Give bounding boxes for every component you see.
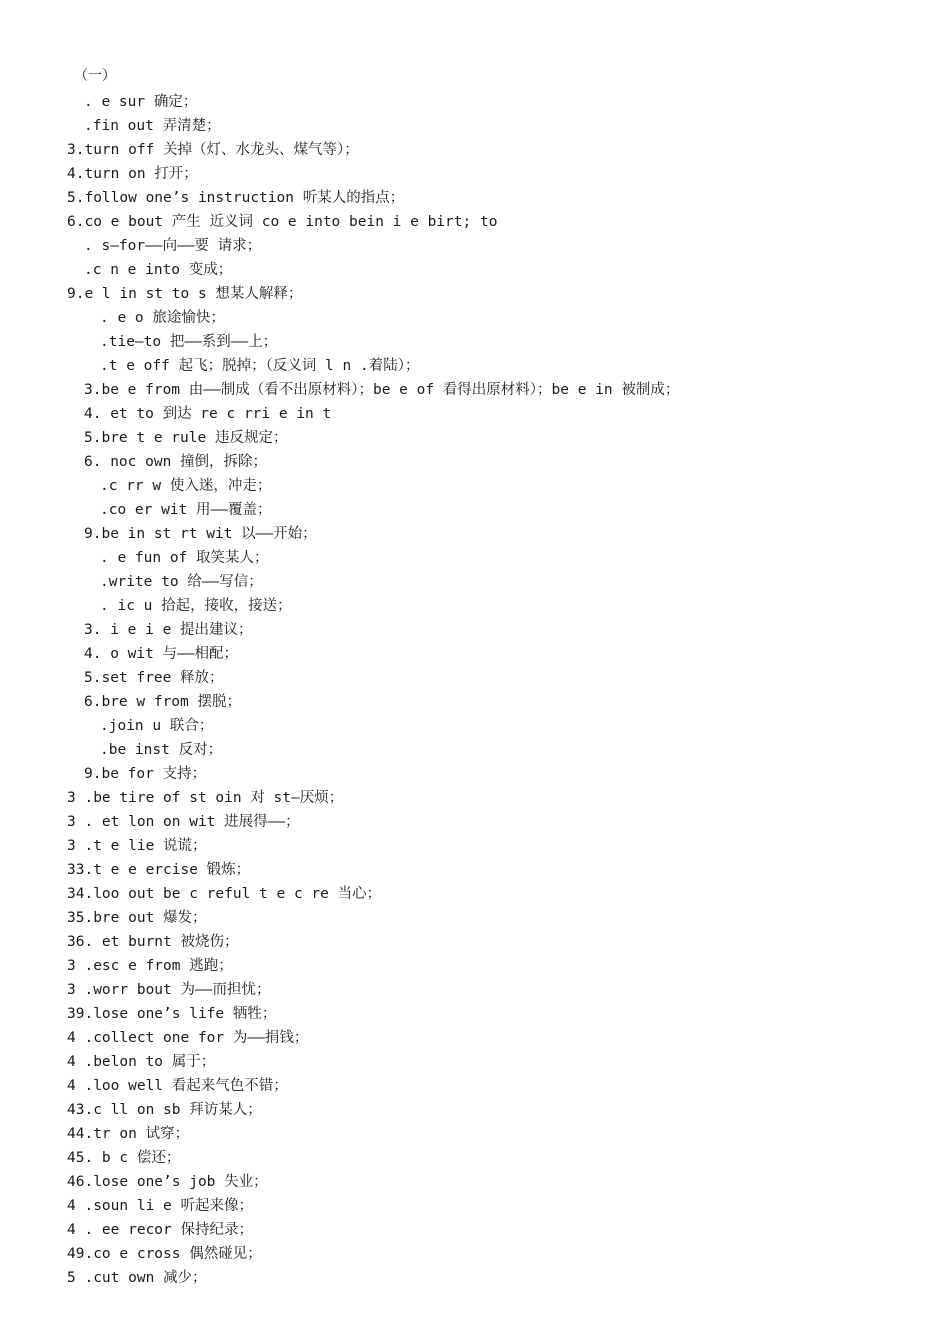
phrase-line (0, 306, 950, 330)
phrase-text: 44.tr on 试穿； (67, 1126, 190, 1142)
phrase-text: 45. b c 偿还； (67, 1150, 181, 1166)
phrase-line (0, 786, 950, 810)
phrase-line (0, 162, 950, 186)
phrase-text: 4. o wit 与——相配； (84, 646, 239, 662)
phrase-text: .c n e into 变成； (84, 262, 233, 278)
phrase-line (0, 90, 950, 114)
phrase-text: .be inst 反对； (100, 742, 223, 758)
phrase-line (0, 834, 950, 858)
phrase-text: 3. i e i e 提出建议； (84, 622, 253, 638)
phrase-line (0, 474, 950, 498)
phrase-text: .c rr w 使入迷，冲走； (100, 478, 272, 494)
phrase-text: 43.c ll on sb 拜访某人； (67, 1102, 262, 1118)
phrase-text: 3 . et lon on wit 进展得——； (67, 814, 300, 830)
phrase-text: 36. et burnt 被烧伤； (67, 934, 239, 950)
phrase-line (0, 690, 950, 714)
phrase-text: 9.be in st rt wit 以——开始； (84, 526, 317, 542)
phrase-line (0, 330, 950, 354)
phrase-line (0, 906, 950, 930)
phrase-line (0, 714, 950, 738)
phrase-line (0, 210, 950, 234)
phrase-text: 4 .soun li e 听起来像； (67, 1198, 253, 1214)
phrase-text: 33.t e e ercise 锻炼； (67, 862, 251, 878)
phrase-line (0, 1266, 950, 1290)
phrase-line (0, 1170, 950, 1194)
phrase-line (0, 738, 950, 762)
phrase-line (0, 1146, 950, 1170)
phrase-line (0, 546, 950, 570)
phrase-line (0, 1242, 950, 1266)
phrase-line (0, 1074, 950, 1098)
phrase-text: .fin out 弄清楚； (84, 118, 221, 134)
phrase-line (0, 1194, 950, 1218)
phrase-line (0, 618, 950, 642)
phrase-text: 4 . ee recor 保持纪录； (67, 1222, 253, 1238)
phrase-line (0, 378, 950, 402)
phrase-list (0, 90, 950, 1290)
phrase-text: 6. noc own 撞倒，拆除； (84, 454, 268, 470)
phrase-line (0, 882, 950, 906)
phrase-text: 35.bre out 爆发； (67, 910, 207, 926)
phrase-line (0, 450, 950, 474)
phrase-line (0, 114, 950, 138)
phrase-line (0, 858, 950, 882)
section-header: （一） (74, 68, 116, 84)
phrase-text: 3 .worr bout 为——而担忧； (67, 982, 271, 998)
phrase-line (0, 954, 950, 978)
phrase-line (0, 522, 950, 546)
phrase-text: 3.turn off 关掉（灯、水龙头、煤气等）； (67, 142, 359, 158)
phrase-line (0, 402, 950, 426)
phrase-text: .tie—to 把——系到——上； (100, 334, 278, 350)
phrase-line (0, 1122, 950, 1146)
phrase-text: 49.co e cross 偶然碰见； (67, 1246, 262, 1262)
phrase-text: . e sur 确定； (84, 94, 198, 110)
phrase-text: 46.lose one’s job 失业； (67, 1174, 268, 1190)
phrase-line (0, 1026, 950, 1050)
phrase-text: .co er wit 用——覆盖； (100, 502, 272, 518)
phrase-text: 39.lose one’s life 牺牲； (67, 1006, 277, 1022)
phrase-text: 4 .loo well 看起来气色不错； (67, 1078, 288, 1094)
phrase-line (0, 498, 950, 522)
phrase-text: 5 .cut own 减少； (67, 1270, 207, 1286)
phrase-line (0, 810, 950, 834)
phrase-text: .write to 给——写信； (100, 574, 263, 590)
phrase-line (0, 1098, 950, 1122)
phrase-line (0, 258, 950, 282)
phrase-text: 3 .esc e from 逃跑； (67, 958, 233, 974)
phrase-text: 34.loo out be c reful t e c re 当心； (67, 886, 382, 902)
phrase-line (0, 930, 950, 954)
phrase-text: 5.set free 释放； (84, 670, 224, 686)
phrase-text: . e fun of 取笑某人； (100, 550, 269, 566)
phrase-line (0, 594, 950, 618)
phrase-line (0, 1002, 950, 1026)
phrase-text: 5.follow one’s instruction 听某人的指点； (67, 190, 405, 206)
phrase-text: . s—for——向——要 请求； (84, 238, 262, 254)
phrase-line (0, 234, 950, 258)
phrase-text: 4 .belon to 属于； (67, 1054, 216, 1070)
phrase-line (0, 1050, 950, 1074)
phrase-line (0, 282, 950, 306)
phrase-text: . ic u 拾起，接收，接送； (100, 598, 292, 614)
phrase-text: .t e off 起飞；脱掉；（反义词 l n .着陆）； (100, 358, 420, 374)
phrase-line (0, 1218, 950, 1242)
phrase-line (0, 186, 950, 210)
phrase-text: 4. et to 到达 re c rri e in t (84, 406, 332, 422)
phrase-text: 6.bre w from 摆脱； (84, 694, 241, 710)
phrase-line (0, 762, 950, 786)
phrase-line (0, 666, 950, 690)
phrase-line (0, 426, 950, 450)
phrase-line (0, 978, 950, 1002)
phrase-text: .join u 联合； (100, 718, 214, 734)
phrase-text: 3.be e from 由——制成（看不出原材料）；be e of 看得出原材料）；be e in 被制成； (84, 382, 680, 398)
phrase-text: 4 .collect one for 为——捐钱； (67, 1030, 309, 1046)
phrase-text: 3 .be tire of st oin 对 st—厌烦； (67, 790, 344, 806)
phrase-line (0, 354, 950, 378)
phrase-text: 4.turn on 打开； (67, 166, 198, 182)
phrase-line (0, 138, 950, 162)
phrase-text: 3 .t e lie 说谎； (67, 838, 207, 854)
phrase-text: 9.be for 支持； (84, 766, 207, 782)
phrase-text: 6.co e bout 产生 近义词 co e into bein i e birt; to (67, 214, 498, 230)
phrase-line (0, 570, 950, 594)
phrase-line (0, 642, 950, 666)
phrase-text: 5.bre t e rule 违反规定； (84, 430, 288, 446)
phrase-text: . e o 旅途愉快； (100, 310, 225, 326)
phrase-text: 9.e l in st to s 想某人解释； (67, 286, 303, 302)
